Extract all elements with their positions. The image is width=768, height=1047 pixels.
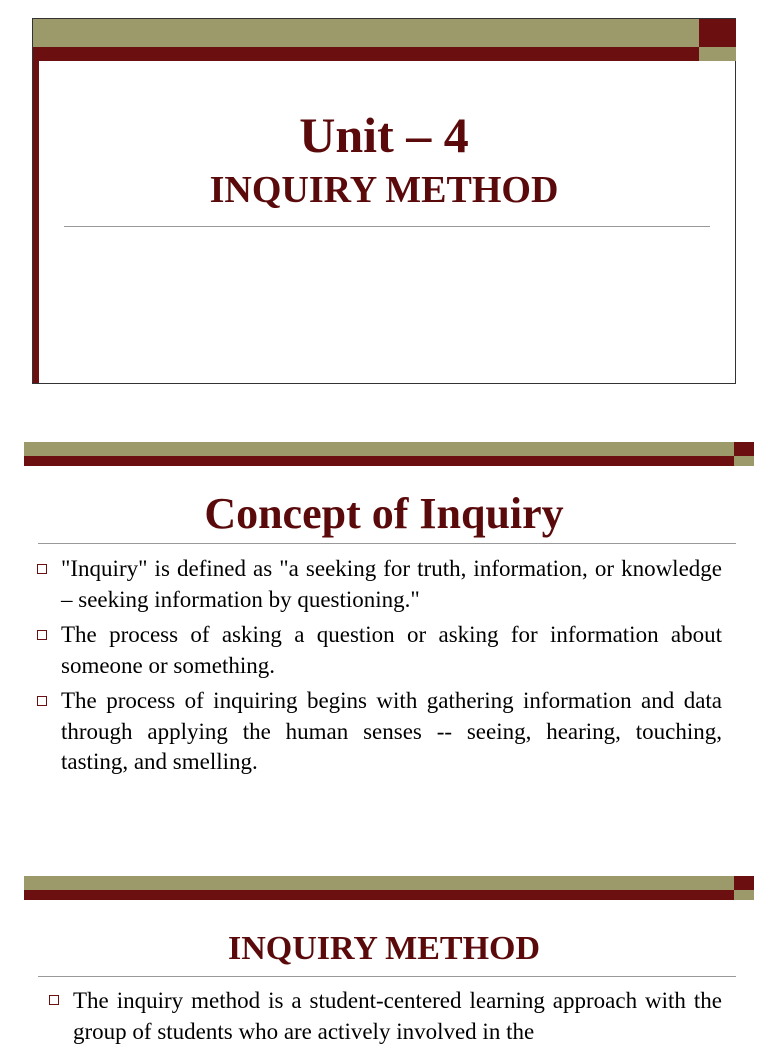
header-olive-bar — [24, 876, 734, 890]
slide-header-decoration — [0, 442, 768, 466]
slide-heading: Concept of Inquiry — [204, 489, 564, 538]
corner-square-olive — [734, 890, 754, 900]
corner-square-maroon — [699, 19, 736, 47]
square-bullet-icon — [37, 564, 47, 574]
slide-heading: INQUIRY METHOD — [227, 930, 541, 967]
bullet-text: The process of asking a question or asking for information about someone or something. — [61, 622, 722, 678]
slide-header-decoration — [0, 876, 768, 900]
header-maroon-bar — [24, 890, 734, 900]
title-slide — [0, 0, 768, 400]
list-item — [48, 986, 722, 1047]
corner-square-maroon — [734, 876, 754, 890]
corner-square-olive — [699, 47, 736, 61]
bullet-list — [36, 554, 722, 783]
bullet-list — [48, 986, 722, 1047]
corner-square-maroon — [734, 442, 754, 456]
bullet-text: The inquiry method is a student-centered learning approach with the group of students who are actively involved in the — [73, 988, 722, 1044]
bullet-text: "Inquiry" is defined as "a seeking for truth, information, or knowledge – seeking information by questioning." — [61, 556, 722, 612]
heading-divider — [38, 543, 736, 544]
square-bullet-icon — [49, 995, 59, 1005]
list-item — [36, 620, 722, 681]
header-maroon-bar — [33, 47, 699, 61]
slide-title: Unit – 4 — [299, 107, 469, 163]
header-olive-bar — [24, 442, 734, 456]
list-item — [36, 554, 722, 615]
corner-square-olive — [734, 456, 754, 466]
heading-divider — [38, 976, 736, 977]
header-olive-bar — [33, 19, 699, 47]
header-maroon-bar — [24, 456, 734, 466]
list-item — [36, 686, 722, 778]
slide-subtitle: INQUIRY METHOD — [209, 169, 559, 211]
concept-slide — [0, 442, 768, 842]
bullet-text: The process of inquiring begins with gathering information and data through applying the human senses -- seeing, hearing, touching, tasting, and smelling. — [61, 688, 722, 774]
title-divider — [64, 226, 710, 227]
square-bullet-icon — [37, 696, 47, 706]
inquiry-method-slide — [0, 876, 768, 1044]
square-bullet-icon — [37, 630, 47, 640]
